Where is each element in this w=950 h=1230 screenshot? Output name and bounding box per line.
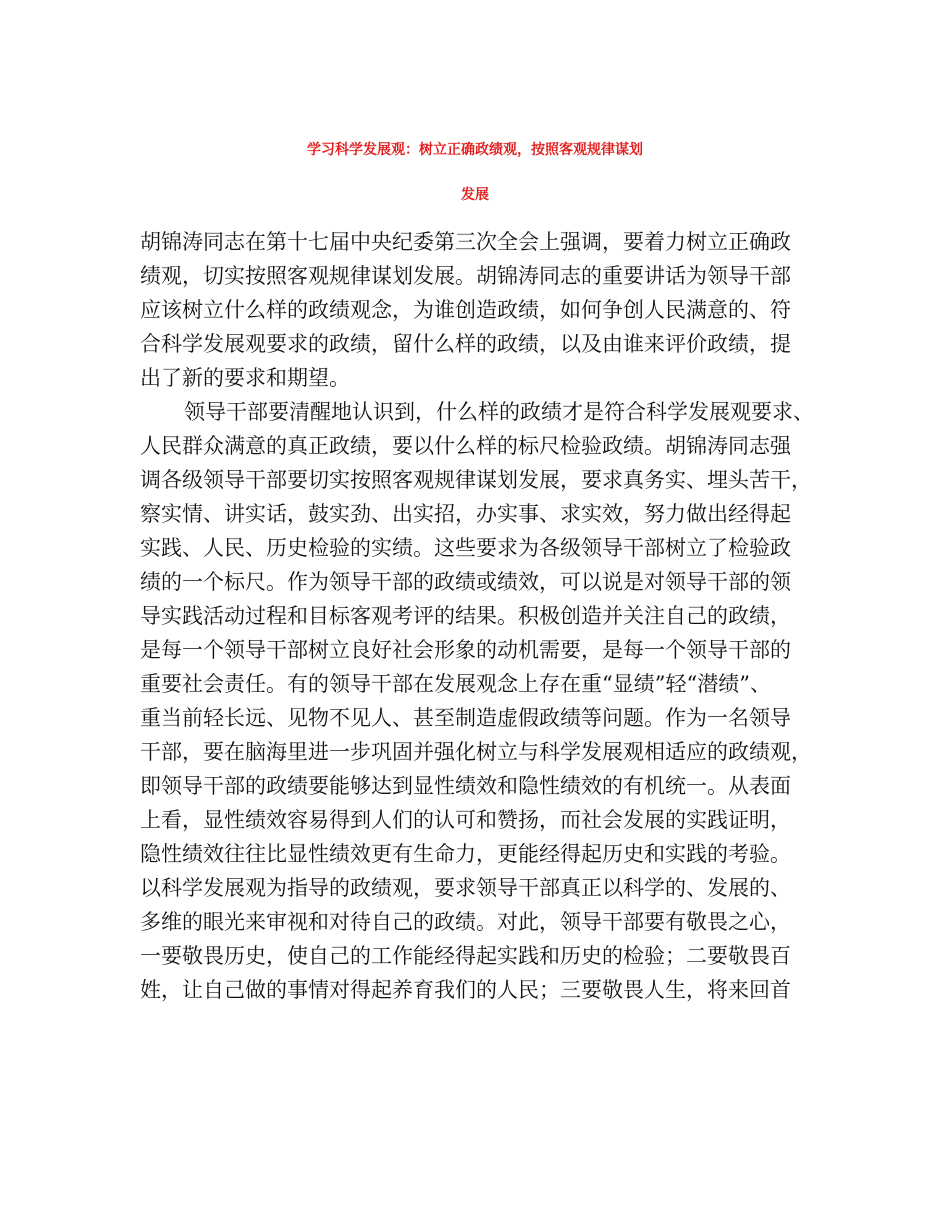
body-line: 上看，显性绩效容易得到人们的认可和赞扬，而社会发展的实践证明， [140, 808, 791, 832]
body-line: 应该树立什么样的政绩观念，为谁创造政绩，如何争创人民满意的、符 [140, 298, 791, 322]
body-line: 是每一个领导干部树立良好社会形象的动机需要，是每一个领导干部的 [140, 638, 791, 662]
body-line: 察实情、讲实话，鼓实劲、出实招，办实事、求实效，努力做出经得起 [140, 502, 791, 526]
body-line: 导实践活动过程和目标客观考评的结果。积极创造并关注自己的政绩， [140, 604, 791, 628]
body-line: 干部，要在脑海里进一步巩固并强化树立与科学发展观相适应的政绩观， [140, 740, 812, 764]
body-line: 隐性绩效往往比显性绩效更有生命力，更能经得起历史和实践的考验。 [140, 842, 791, 866]
body-line: 绩的一个标尺。作为领导干部的政绩或绩效，可以说是对领导干部的领 [140, 570, 791, 594]
body-line: 姓，让自己做的事情对得起养育我们的人民；三要敬畏人生，将来回首 [140, 978, 791, 1002]
body-line: 合科学发展观要求的政绩，留什么样的政绩，以及由谁来评价政绩，提 [140, 332, 791, 356]
body-line: 调各级领导干部要切实按照客观规律谋划发展，要求真务实、埋头苦干， [140, 468, 812, 492]
title-line-1: 学习科学发展观：树立正确政绩观，按照客观规律谋划 [307, 142, 643, 158]
body-line: 重要社会责任。有的领导干部在发展观念上存在重“显绩”轻“潜绩”、 [140, 672, 771, 696]
body-line: 一要敬畏历史，使自己的工作能经得起实践和历史的检验；二要敬畏百 [140, 944, 791, 968]
body-line: 出了新的要求和期望。 [140, 366, 350, 390]
body-line: 实践、人民、历史检验的实绩。这些要求为各级领导干部树立了检验政 [140, 536, 791, 560]
body-line: 人民群众满意的真正政绩，要以什么样的标尺检验政绩。胡锦涛同志强 [140, 434, 791, 458]
body-line: 即领导干部的政绩要能够达到显性绩效和隐性绩效的有机统一。从表面 [140, 774, 791, 798]
body-line: 重当前轻长远、见物不见人、甚至制造虚假政绩等问题。作为一名领导 [140, 706, 791, 730]
body-line: 多维的眼光来审视和对待自己的政绩。对此，领导干部要有敬畏之心， [140, 910, 791, 934]
body-line: 领导干部要清醒地认识到，什么样的政绩才是符合科学发展观要求、 [184, 400, 814, 424]
body-line: 以科学发展观为指导的政绩观，要求领导干部真正以科学的、发展的、 [140, 876, 791, 900]
body-line: 绩观，切实按照客观规律谋划发展。胡锦涛同志的重要讲话为领导干部 [140, 264, 791, 288]
body-line: 胡锦涛同志在第十七届中央纪委第三次全会上强调，要着力树立正确政 [140, 230, 791, 254]
title-line-2: 发展 [461, 187, 489, 203]
